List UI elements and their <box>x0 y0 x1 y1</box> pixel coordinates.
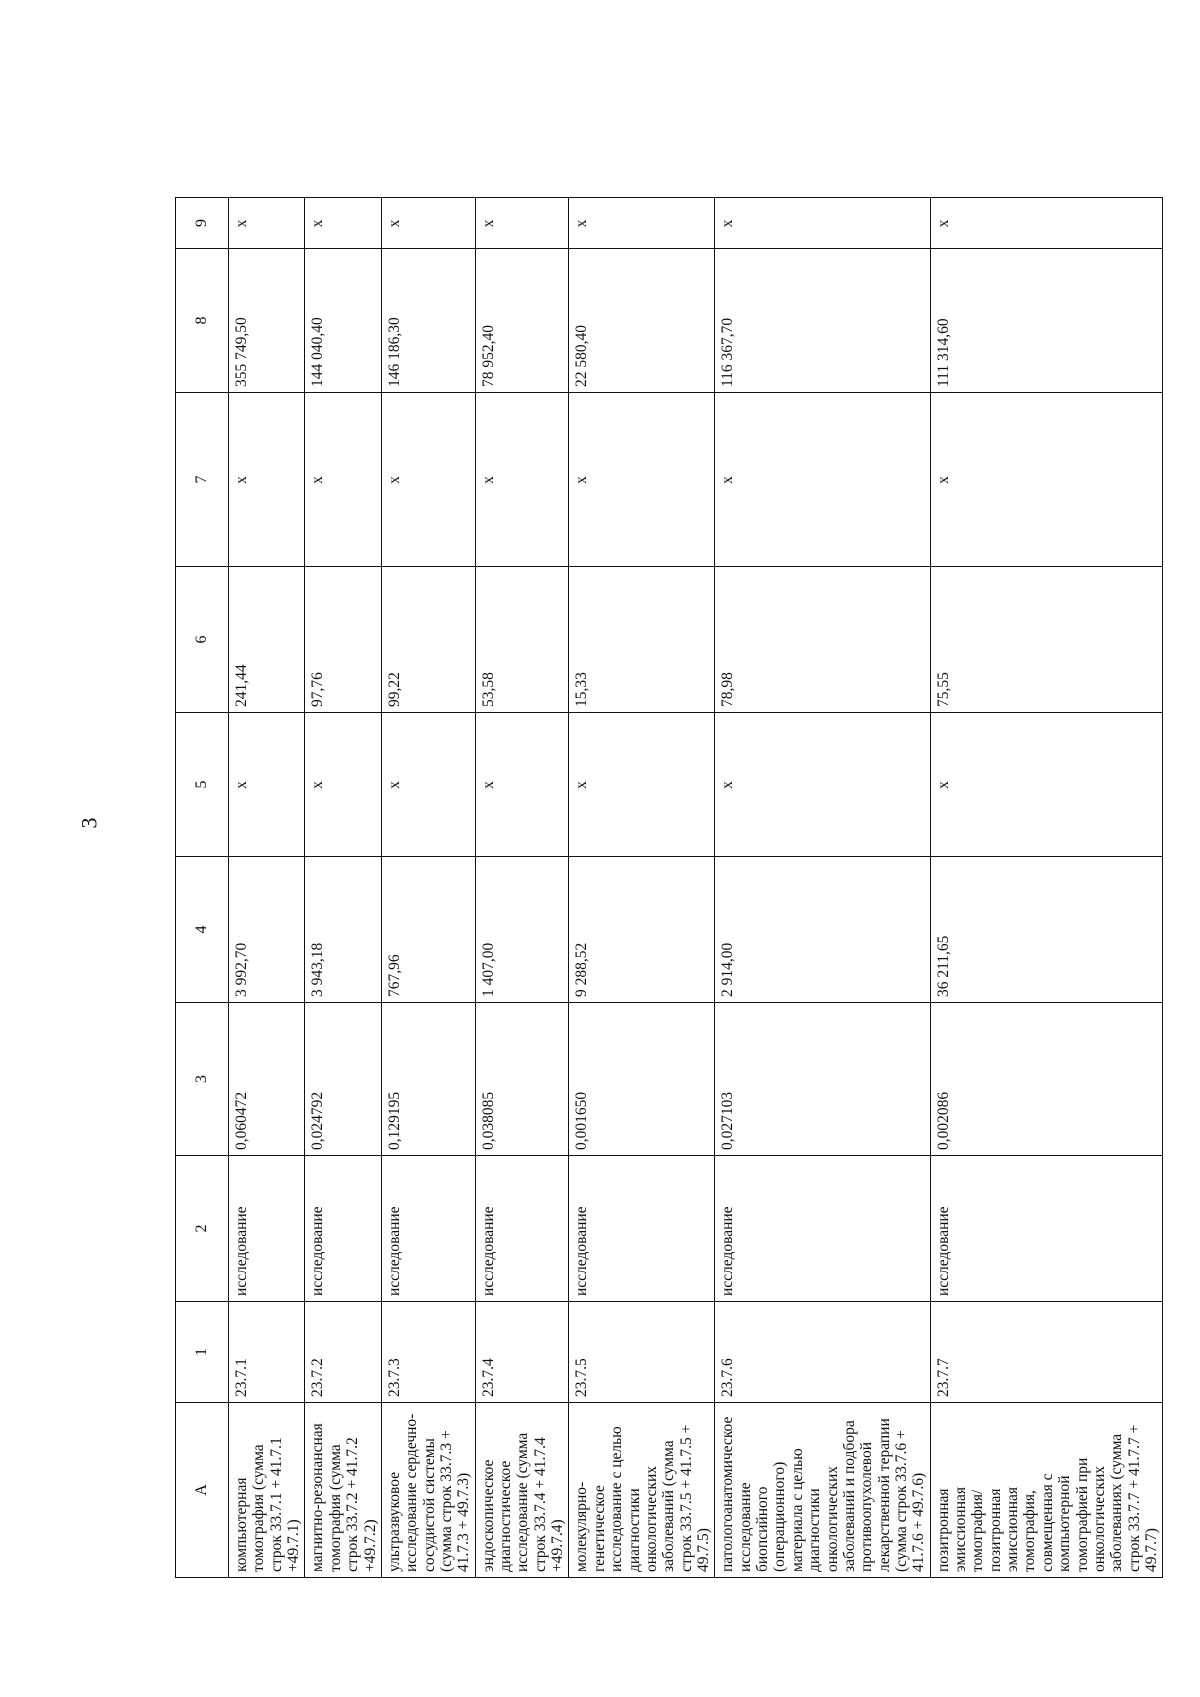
value-cell: х <box>475 713 569 857</box>
value-cell: 111 314,60 <box>930 249 1163 393</box>
value-cell: х <box>305 713 381 857</box>
value-cell: х <box>930 393 1163 567</box>
row-code-cell: 23.7.2 <box>305 1302 381 1403</box>
value-cell: 9 288,52 <box>569 857 715 1003</box>
value-cell: х <box>930 198 1163 249</box>
table-header-row <box>176 198 229 1578</box>
value-cell: х <box>381 713 475 857</box>
value-cell: 0,038085 <box>475 1003 569 1156</box>
value-cell: 355 749,50 <box>229 249 305 393</box>
value-cell: 767,96 <box>381 857 475 1003</box>
row-code-cell: 23.7.3 <box>381 1302 475 1403</box>
value-cell: 15,33 <box>569 567 715 713</box>
value-cell: 36 211,65 <box>930 857 1163 1003</box>
unit-cell: исследование <box>715 1156 930 1302</box>
value-cell: 116 367,70 <box>715 249 930 393</box>
unit-cell: исследование <box>569 1156 715 1302</box>
value-cell: 2 914,00 <box>715 857 930 1003</box>
value-cell: 3 943,18 <box>305 857 381 1003</box>
value-cell: х <box>229 198 305 249</box>
value-cell: х <box>930 713 1163 857</box>
row-name-cell: эндоскопическое диагностическое исследование (сумма строк 33.7.4 + 41.7.4 +49.7.4) <box>475 1403 569 1578</box>
column-header: 6 <box>176 567 229 713</box>
value-cell: 0,060472 <box>229 1003 305 1156</box>
column-header: 1 <box>176 1302 229 1403</box>
value-cell: 78,98 <box>715 567 930 713</box>
value-cell: х <box>569 198 715 249</box>
value-cell: 241,44 <box>229 567 305 713</box>
value-cell: 3 992,70 <box>229 857 305 1003</box>
value-cell: х <box>475 393 569 567</box>
value-cell: 99,22 <box>381 567 475 713</box>
row-name-cell: магнитно-резонансная томография (сумма строк 33.7.2 + 41.7.2 +49.7.2) <box>305 1403 381 1578</box>
value-cell: 0,024792 <box>305 1003 381 1156</box>
column-header: 4 <box>176 857 229 1003</box>
row-code-cell: 23.7.4 <box>475 1302 569 1403</box>
row-code-cell: 23.7.6 <box>715 1302 930 1403</box>
table-row <box>715 198 930 1578</box>
row-name-cell: патологоанатомическое исследование биопсийного (операционного) материала с целью диагностики онкологических заболеваний и подбора противоопухолевой лекарственной терапии (сумма строк 33.7.6 + 41.7.6 + 49.7.6) <box>715 1403 930 1578</box>
unit-cell: исследование <box>930 1156 1163 1302</box>
table-row <box>475 198 569 1578</box>
value-cell: х <box>229 713 305 857</box>
data-table <box>175 197 1163 1578</box>
row-code-cell: 23.7.7 <box>930 1302 1163 1403</box>
value-cell: 146 186,30 <box>381 249 475 393</box>
value-cell: х <box>381 198 475 249</box>
row-name-cell: ультразвуковое исследование сердечно-сосудистой системы (сумма строк 33.7.3 + 41.7.3 + 49.7.3) <box>381 1403 475 1578</box>
value-cell: х <box>569 713 715 857</box>
column-header: 2 <box>176 1156 229 1302</box>
page-number: 3 <box>76 817 102 829</box>
value-cell: 78 952,40 <box>475 249 569 393</box>
value-cell: 75,55 <box>930 567 1163 713</box>
table-row <box>569 198 715 1578</box>
value-cell: х <box>305 198 381 249</box>
value-cell: х <box>229 393 305 567</box>
unit-cell: исследование <box>305 1156 381 1302</box>
value-cell: 0,027103 <box>715 1003 930 1156</box>
value-cell: х <box>305 393 381 567</box>
table-row <box>930 198 1163 1578</box>
row-code-cell: 23.7.5 <box>569 1302 715 1403</box>
unit-cell: исследование <box>229 1156 305 1302</box>
value-cell: 0,001650 <box>569 1003 715 1156</box>
column-header: A <box>176 1403 229 1578</box>
row-name-cell: молекулярно-генетическое исследование с целью диагностики онкологических заболеваний (сумма строк 33.7.5 + 41.7.5 + 49.7.5) <box>569 1403 715 1578</box>
table-row <box>229 198 305 1578</box>
value-cell: 53,58 <box>475 567 569 713</box>
value-cell: 0,002086 <box>930 1003 1163 1156</box>
column-header: 7 <box>176 393 229 567</box>
value-cell: х <box>715 713 930 857</box>
table-row <box>381 198 475 1578</box>
value-cell: 144 040,40 <box>305 249 381 393</box>
table-row <box>305 198 381 1578</box>
row-name-cell: позитронная эмиссионная томография/позитронная эмиссионная томография, совмещенная с компьютерной томографией при онкологических заболеваниях (сумма строк 33.7.7 + 41.7.7 + 49.7.7) <box>930 1403 1163 1578</box>
unit-cell: исследование <box>381 1156 475 1302</box>
value-cell: х <box>715 393 930 567</box>
value-cell: 22 580,40 <box>569 249 715 393</box>
value-cell: 0,129195 <box>381 1003 475 1156</box>
value-cell: х <box>715 198 930 249</box>
row-code-cell: 23.7.1 <box>229 1302 305 1403</box>
value-cell: х <box>381 393 475 567</box>
value-cell: 97,76 <box>305 567 381 713</box>
value-cell: 1 407,00 <box>475 857 569 1003</box>
rotated-table-container <box>175 198 1160 1578</box>
column-header: 3 <box>176 1003 229 1156</box>
column-header: 9 <box>176 198 229 249</box>
value-cell: х <box>569 393 715 567</box>
column-header: 8 <box>176 249 229 393</box>
column-header: 5 <box>176 713 229 857</box>
value-cell: х <box>475 198 569 249</box>
row-name-cell: компьютерная томография (сумма строк 33.7.1 + 41.7.1 +49.7.1) <box>229 1403 305 1578</box>
unit-cell: исследование <box>475 1156 569 1302</box>
table-body <box>176 198 1163 1578</box>
